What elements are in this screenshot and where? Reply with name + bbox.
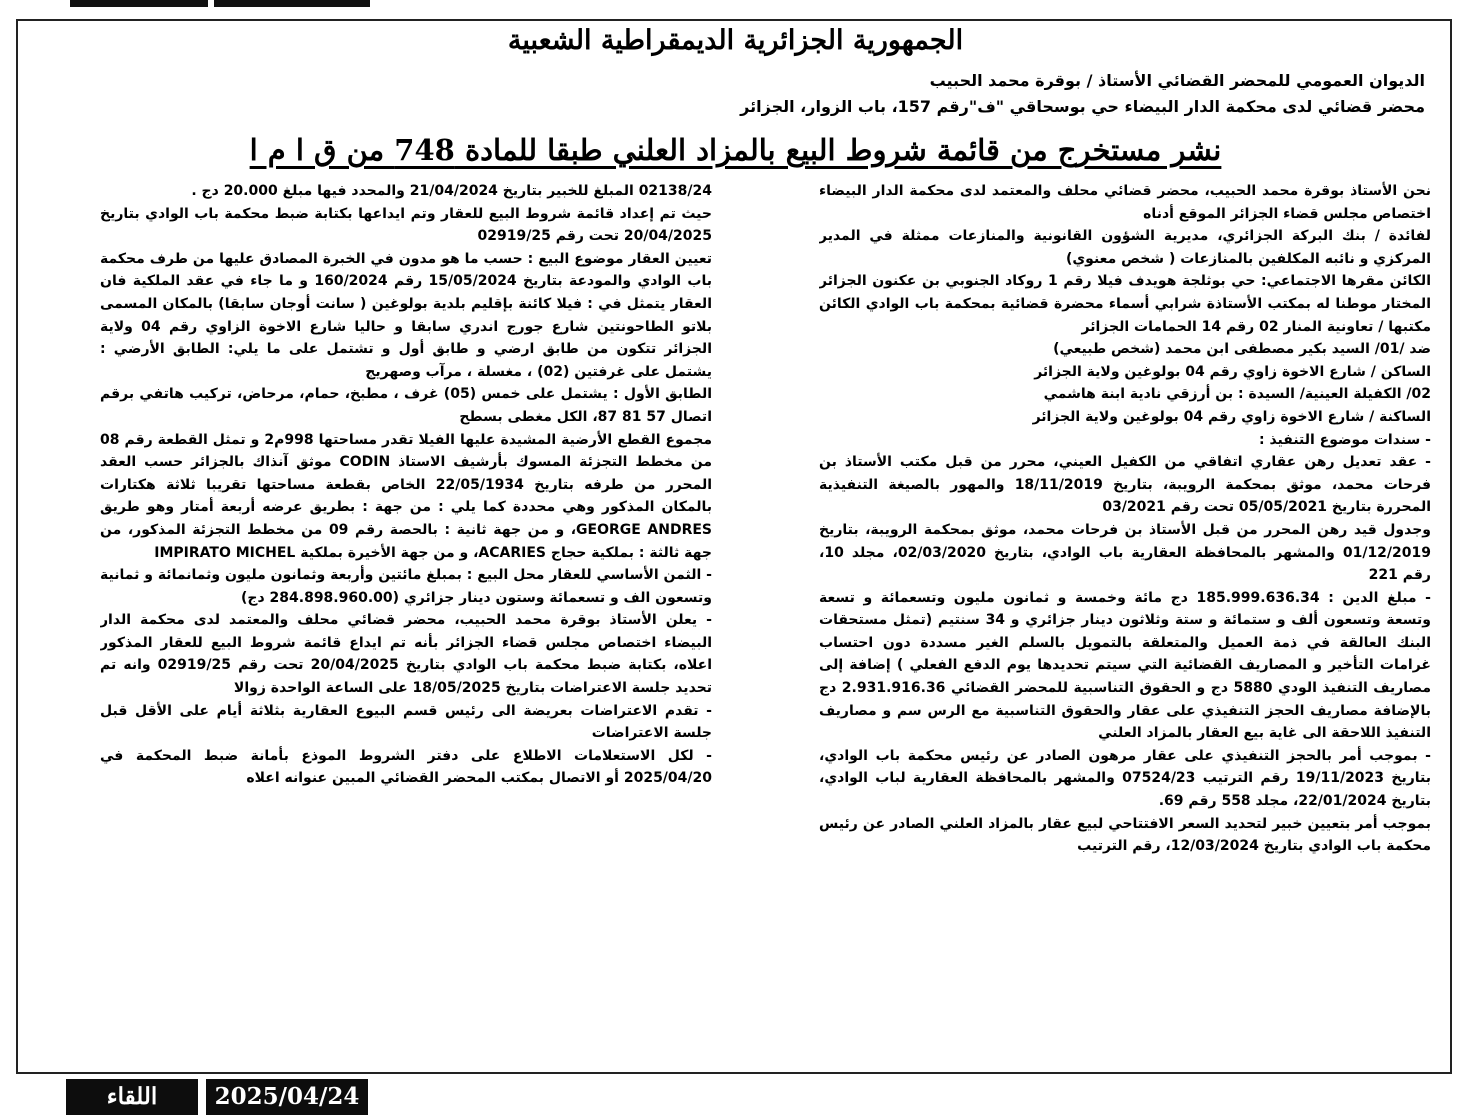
right-paragraph: الساكنة / شارع الاخوة زاوي رقم 04 بولوغين ولاية الجزائر: [1032, 408, 1431, 425]
notice-title-text: نشر مستخرج من قائمة شروط البيع بالمزاد العلني طبقا للمادة 748 من ق ا م ا: [249, 133, 1222, 167]
right-paragraph: لفائدة / بنك البركة الجزائري، مديرية الشؤون القانونية والمنازعات ممثلة في المدير المركزي و نائبه المكلفين بالمنازعات ( شخص معنوي): [819, 228, 1431, 267]
right-paragraph: وجدول قيد رهن المحرر من قبل الأستاذ بن فرحات محمد، موثق بمحكمة الرويبة، بتاريخ 01/12/2019 والمشهر بالمحافظة العقارية باب الوادي، بتاريخ 02/03/2020، مجلد 10، رقم 221: [819, 521, 1431, 584]
right-paragraph: - سندات موضوع التنفيذ :: [1258, 431, 1431, 448]
top-rule-right: [214, 0, 370, 7]
right-paragraph: الكائن مقرها الاجتماعي: حي بوثلجة هويدف فيلا رقم 1 روكاد الجنوبي بن عكنون الجزائر المختار موطنا له بمكتب الأستاذة شرابي أسماء محضرة قضائية بمحكمة باب الوادي الكائن مكتبها / تعاونية المنار 02 رقم 14 الحمامات الجزائر: [819, 273, 1431, 335]
newspaper-name-badge: اللقاء: [66, 1079, 198, 1115]
left-column: [100, 180, 712, 1062]
left-paragraph: الطابق الأول : يشتمل على خمس (05) غرف ، مطبخ، حمام، مرحاض، تركيب هاتفي برقم اتصال 57 81 87، الكل مغطى بسطح: [100, 386, 712, 425]
notice-title: [0, 130, 1471, 170]
office-line: الديوان العمومي للمحضر القضائي الأستاذ / بوقرة محمد الحبيب: [929, 71, 1425, 90]
top-rule-left: [70, 0, 208, 7]
right-paragraph: ضد /01/ السيد بكير مصطفى ابن محمد (شخص طبيعي): [1053, 341, 1431, 358]
left-paragraph: - تقدم الاعتراضات بعريضة الى رئيس قسم البيوع العقارية بثلاثة أيام على الأقل قبل جلسة الاعتراضات: [100, 702, 712, 742]
right-paragraph: بموجب أمر بتعيين خبير لتحديد السعر الافتتاحي لبيع عقار بالمزاد العلني الصادر عن رئيس محكمة باب الوادي بتاريخ 12/03/2024، رقم الترتيب: [819, 815, 1431, 855]
right-column: [819, 180, 1431, 1062]
left-paragraph: تعيين العقار موضوع البيع : حسب ما هو مدون في الخبرة المصادق عليها من طرف محكمة باب الوادي والمودعة بتاريخ 15/05/2024 رقم 160/2024 و ما جاء في عقد الملكية فان العقار يتمثل في : فيلا كائنة بإقليم بلدية بولوغين ( سانت أوجان سابقا) بالمكان المسمى بلاتو الطاحونتين شارع جورج اندري سابقا و حاليا شارع الاخوة الزاوي رقم 04 ولاية الجزائر تتكون من طابق ارضي و طابق أول و تشتمل على ما يلي: الطابق الأرضي : يشتمل على غرفتين (02) ، مغسلة ، مرآب وصهريج: [100, 250, 712, 380]
right-paragraph: الساكن / شارع الاخوة زاوي رقم 04 بولوغين ولاية الجزائر: [1034, 363, 1431, 380]
right-paragraph: - مبلغ الدين : 185.999.636.34 دج مائة وخمسة و ثمانون مليون وتسعمائة و تسعة وتسعة وتسعون ألف و ستمائة و ستة وثلاثون دينار جزائري و 34 سنتيم (تمثل مستحقات البنك العالقة في ذمة العميل والمتعلقة بالتمويل بالسلم الغير مسددة دون احتساب غرامات التأخير و المصاريف القضائية التي سيتم تحديدها يوم الدفع الفعلي ) إضافة إلى مصاريف التنفيذ الودي 5880 دج و الحقوق التناسبية للمحضر القضائي 2.931.916.36 دج بالإضافة مصاريف الحجز التنفيذي على عقار والحقوق التناسبية مع الرس سم و مصاريف التنفيذ اللاحقة الى غاية بيع العقار بالمزاد العلني: [819, 589, 1431, 742]
republic-title: الجمهورية الجزائرية الديمقراطية الشعبية: [507, 25, 964, 56]
address-line: محضر قضائي لدى محكمة الدار البيضاء حي بوسحاقي "ف"رقم 157، باب الزوار، الجزائر: [740, 97, 1425, 116]
right-paragraph: نحن الأستاذ بوقرة محمد الحبيب، محضر قضائي محلف والمعتمد لدى محكمة الدار البيضاء اختصاص مجلس قضاء الجزائر الموقع أدناه: [819, 183, 1431, 222]
right-paragraph: - بموجب أمر بالحجز التنفيذي على عقار مرهون الصادر عن رئيس محكمة باب الوادي، بتاريخ 19/11/2023 رقم الترتيب 07524/23 والمشهر بالمحافظة العقارية لباب الوادي، بتاريخ 22/01/2024، مجلد 558 رقم 69.: [819, 747, 1431, 810]
left-paragraph: - لكل الاستعلامات الاطلاع على دفتر الشروط الموذع بأمانة ضبط المحكمة في 2025/04/20 أو الاتصال بمكتب المحضر القضائي المبين عنوانه اعلاه: [100, 747, 712, 787]
left-paragraph: حيث تم إعداد قائمة شروط البيع للعقار وتم ايداعها بكتابة ضبط محكمة باب الوادي بتاريخ 20/04/2025 تحت رقم 02919/25: [100, 205, 712, 245]
left-paragraph: مجموع القطع الأرضية المشيدة عليها الفيلا تقدر مساحتها 998م2 و تمثل القطعة رقم 08 من مخطط التجزئة المسوك بأرشيف الاستاذ CODIN موثق آنذاك بالجزائر حسب العقد المحرر من طرفه بتاريخ 22/05/1934 الخاص بقطعة مساحتها تقريبا ثلاثة هكتارات بالمكان المذكور وهي محددة كما يلي : من جهة : بطريق عرضه أربعة أمتار وهو طريق GEORGE ANDRES، و من جهة ثانية : بالحصة رقم 09 من مخطط التجزئة المذكور، من جهة ثالثة : بملكية حجاج ACARIES، و من جهة الأخيرة بملكية IMPIRATO MICHEL: [100, 431, 712, 561]
publication-date-badge: 2025/04/24: [206, 1079, 368, 1115]
right-paragraph: 02/ الكفيلة العينية/ السيدة : بن أرزقي نادية ابنة هاشمي: [1043, 386, 1431, 403]
left-paragraph: 02138/24 المبلغ للخبير بتاريخ 21/04/2024 والمحدد فيها مبلغ 20.000 دج .: [191, 183, 712, 199]
left-paragraph: - يعلن الأستاذ بوقرة محمد الحبيب، محضر قضائي محلف والمعتمد لدى محكمة الدار البيضاء اختصاص مجلس قضاء الجزائر بأنه تم ايداع قائمة شروط البيع للعقار المذكور اعلاه، بكتابة ضبط محكمة باب الوادي بتاريخ 20/04/2025 تحت رقم 02919/25 وانه تم تحديد جلسة الاعتراضات بتاريخ 18/05/2025 على الساعة الواحدة زوالا: [100, 612, 712, 697]
right-paragraph: - عقد تعديل رهن عقاري اتفاقي من الكفيل العيني، محرر من قبل مكتب الأستاذ بن فرحات محمد، موثق بمحكمة الرويبة، بتاريخ 18/11/2019 والمهور بالصيغة التنفيذية المحررة بتاريخ 05/05/2021 تحت رقم 03/2021: [819, 454, 1431, 516]
left-paragraph: - الثمن الأساسي للعقار محل البيع : بمبلغ مائتين وأربعة وثمانون مليون وثمانمائة و ثمانية وتسعون الف و تسعمائة وستون دينار جزائري (284.898.960.00 دج): [100, 567, 712, 606]
